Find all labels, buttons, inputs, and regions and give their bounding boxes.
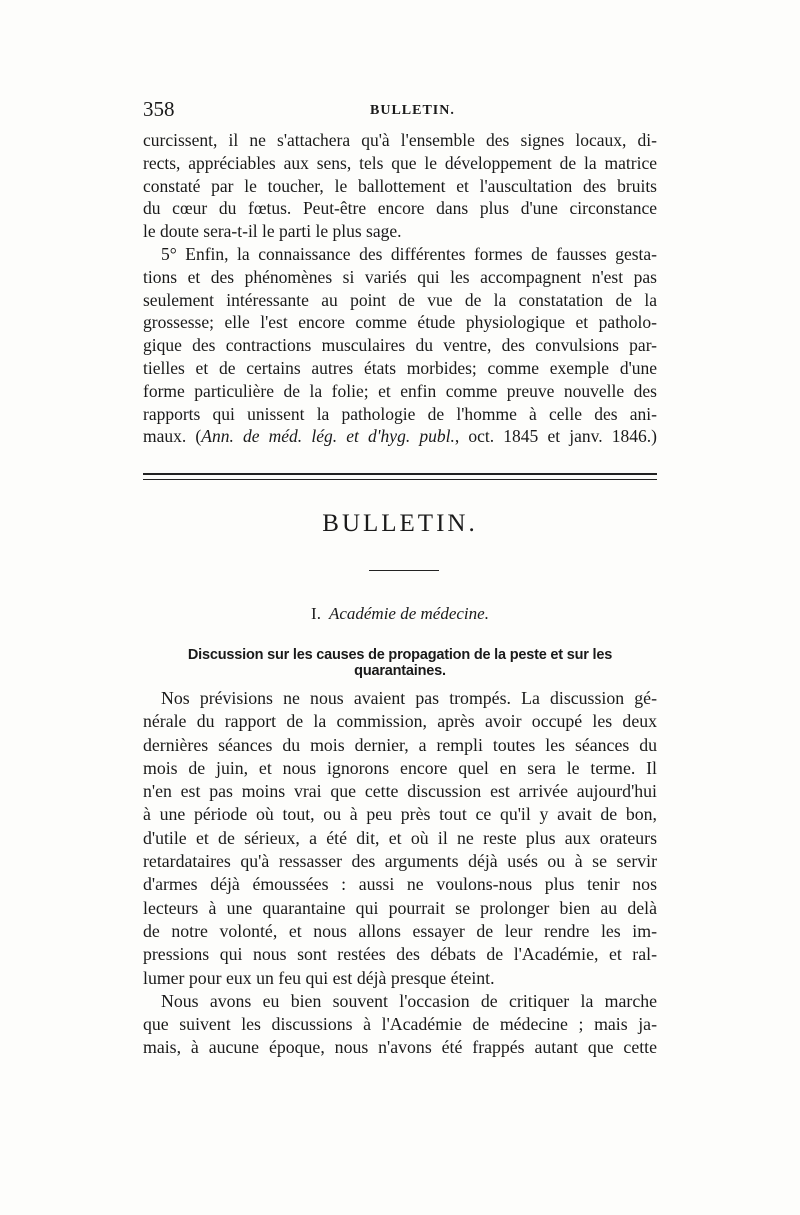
text-line: de notre volonté, et nous allons essayer de leur rendre les im-: [143, 920, 657, 941]
point-five-paragraph: [143, 243, 657, 448]
citation-prefix: maux. (: [143, 426, 202, 447]
text-line: forme particulière de la folie; et enfin comme preuve nouvelle des: [143, 380, 657, 401]
discussion-heading: Discussion sur les causes de propagation de la peste et sur les quarantaines.: [187, 647, 613, 679]
citation-suffix: , oct. 1845 et janv. 1846.): [454, 426, 657, 447]
text-line: rects, appréciables aux sens, tels que le développement de la matrice: [143, 152, 657, 173]
text-line: Nous avons eu bien souvent l'occasion de critiquer la marche: [161, 990, 657, 1011]
subsection-heading: [143, 604, 657, 624]
text-line: lecteurs à une quarantaine qui pourrait se prolonger bien au delà: [143, 897, 657, 918]
text-line: du cœur du fœtus. Peut-être encore dans plus d'une circonstance: [143, 198, 657, 219]
text-line: à une période où tout, ou à peu près tout ce qu'il y avait de bon,: [143, 804, 657, 825]
text-line: n'en est pas moins vrai que cette discussion est arrivée aujourd'hui: [143, 781, 657, 802]
subsection-number: I.: [311, 604, 321, 623]
text-line: 5° Enfin, la connaissance des différentes formes de fausses gesta-: [161, 243, 657, 264]
section-title: BULLETIN.: [322, 510, 478, 537]
text-line: retardataires qu'à ressasser des arguments déjà usés ou à se servir: [143, 851, 657, 872]
running-head: [143, 97, 663, 127]
text-line: lumer pour eux un feu qui est déjà presque éteint.: [143, 967, 495, 988]
text-line: mais, à aucune époque, nous n'avons été frappés autant que cette: [143, 1037, 657, 1058]
running-title: BULLETIN.: [370, 103, 455, 118]
text-line: rapports qui unissent la pathologie de l'homme à celle des ani-: [143, 403, 657, 424]
section-divider-rule: [143, 473, 657, 480]
text-line: seulement intéressante au point de vue de la constatation de la: [143, 289, 657, 310]
text-line: le doute sera-t-il le parti le plus sage.: [143, 221, 402, 242]
body-paragraph-two: [143, 990, 657, 1060]
text-line: Nos prévisions ne nous avaient pas trompés. La discussion gé-: [161, 688, 657, 708]
text-line: curcissent, il ne s'attachera qu'à l'ensemble des signes locaux, di-: [143, 130, 657, 150]
title-underline-rule: [369, 570, 439, 571]
text-line: d'armes déjà émoussées : aussi ne voulons-nous plus tenir nos: [143, 874, 657, 895]
text-line: d'utile et de sérieux, a été dit, et où il ne reste plus aux orateurs: [143, 827, 657, 848]
text-line: tielles et de certains autres états morbides; comme exemple d'une: [143, 357, 657, 378]
text-line: tions et des phénomènes si variés qui les accompagnent n'est pas: [143, 266, 657, 287]
text-line: constaté par le toucher, le ballottement et l'auscultation des bruits: [143, 175, 657, 196]
text-line: dernières séances du mois dernier, a rempli toutes les séances du: [143, 734, 657, 755]
text-line: mois de juin, et nous ignorons encore quel en sera le terme. Il: [143, 757, 657, 778]
text-line: grossesse; elle l'est encore comme étude physiologique et patholo-: [143, 312, 657, 333]
text-line: que suivent les discussions à l'Académie de médecine ; mais ja-: [143, 1014, 657, 1035]
lower-text-block: [143, 687, 657, 1060]
journal-reference: Ann. de méd. lég. et d'hyg. publ.: [201, 426, 455, 447]
citation-line: [143, 425, 657, 448]
text-line: nérale du rapport de la commission, après avoir occupé les deux: [143, 711, 657, 732]
text-line: gique des contractions musculaires du ventre, des convulsions par-: [143, 335, 657, 356]
body-paragraph-one: [143, 687, 657, 990]
upper-text-block: [143, 129, 657, 448]
text-line: pressions qui nous sont restées des débats de l'Académie, et ral-: [143, 944, 657, 965]
subsection-title: Académie de médecine.: [328, 604, 489, 623]
page-number: 358: [143, 97, 175, 121]
continuation-paragraph: [143, 129, 657, 243]
